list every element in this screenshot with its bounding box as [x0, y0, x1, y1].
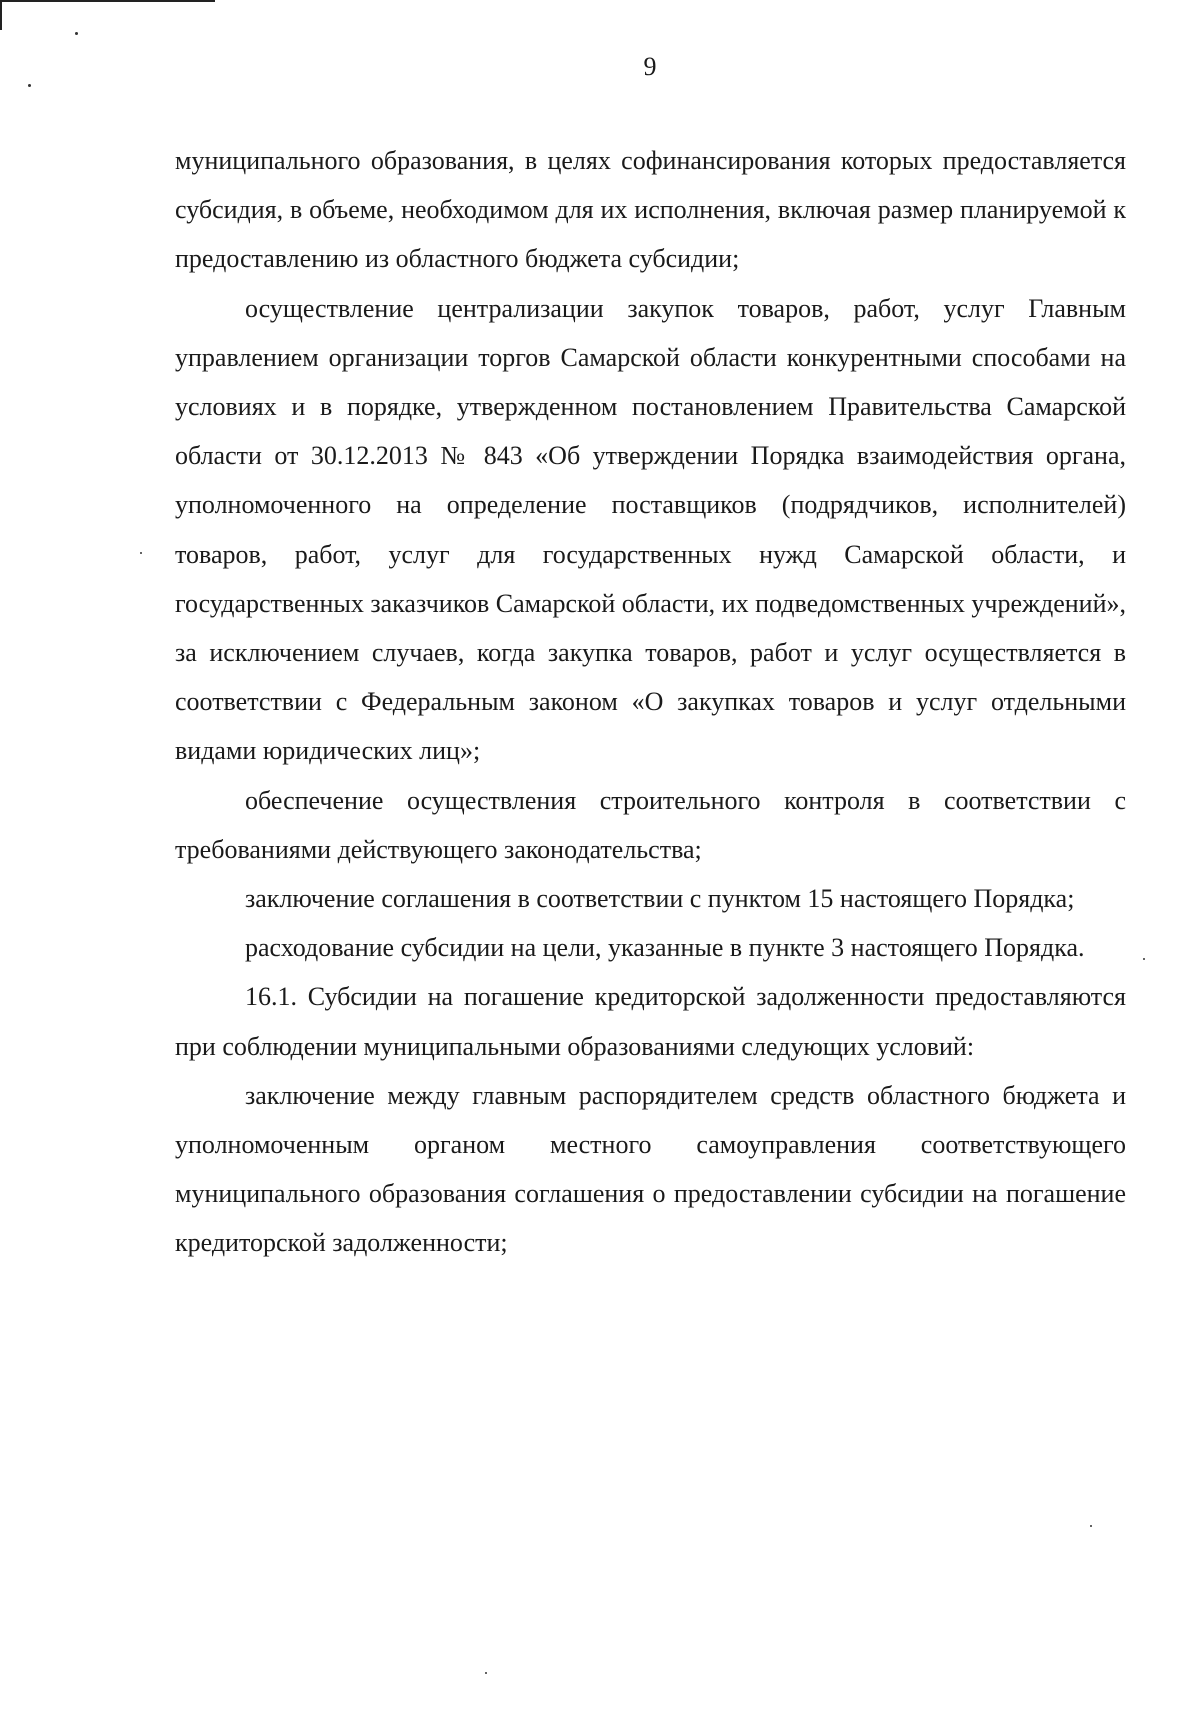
scan-speck: [140, 552, 142, 554]
paragraph-continuation: муниципального образования, в целях софинансирования которых предоставляется субсидия, в объеме, необходимом для их исполнения, включая размер планируемой к предоставлению из областного бюджета субсидии;: [175, 146, 1126, 274]
paragraph-spending: расходование субсидии на цели, указанные в пункте 3 настоящего Порядка.: [245, 933, 1085, 963]
scan-speck: [75, 32, 78, 35]
scan-speck: [485, 1672, 487, 1674]
scan-border-top: [0, 0, 215, 2]
scan-speck: [1143, 958, 1145, 960]
paragraph-16-1: 16.1. Субсидии на погашение кредиторской задолженности предоставляются при соблюдении муниципальными образованиями следующих условий:: [175, 982, 1126, 1061]
scan-border-left: [0, 0, 2, 30]
paragraph-agreement-debt: заключение между главным распорядителем средств областного бюджета и уполномоченным органом местного самоуправления соответствующего муниципального образования соглашения о предоставлении субсидии на погашение кредиторской задолженности;: [175, 1080, 1126, 1258]
paragraph-procurement-centralization: осуществление централизации закупок товаров, работ, услуг Главным управлением организации торгов Самарской области конкурентными способами на условиях и в порядке, утвержденном постановлением Правительства Самарской области от 30.12.2013 № 843 «Об утверждении Порядка взаимодействия органа, уполномоченного на определение поставщиков (подрядчиков, исполнителей) товаров, работ, услуг для государственных нужд Самарской области, и государственных заказчиков Самарской области, их подведомственных учреждений», за исключением случаев, когда закупка товаров, работ и услуг осуществляется в соответствии с Федеральным законом «О закупках товаров и услуг отдельными видами юридических лиц»;: [175, 293, 1126, 766]
page-number: 9: [643, 52, 657, 81]
scan-speck: [28, 84, 31, 87]
scan-speck: [1090, 1525, 1092, 1527]
document-body: [175, 136, 1126, 1268]
paragraph-agreement: заключение соглашения в соответствии с пунктом 15 настоящего Порядка;: [245, 884, 1075, 914]
paragraph-construction-control: обеспечение осуществления строительного контроля в соответствии с требованиями действующего законодательства;: [175, 785, 1126, 864]
